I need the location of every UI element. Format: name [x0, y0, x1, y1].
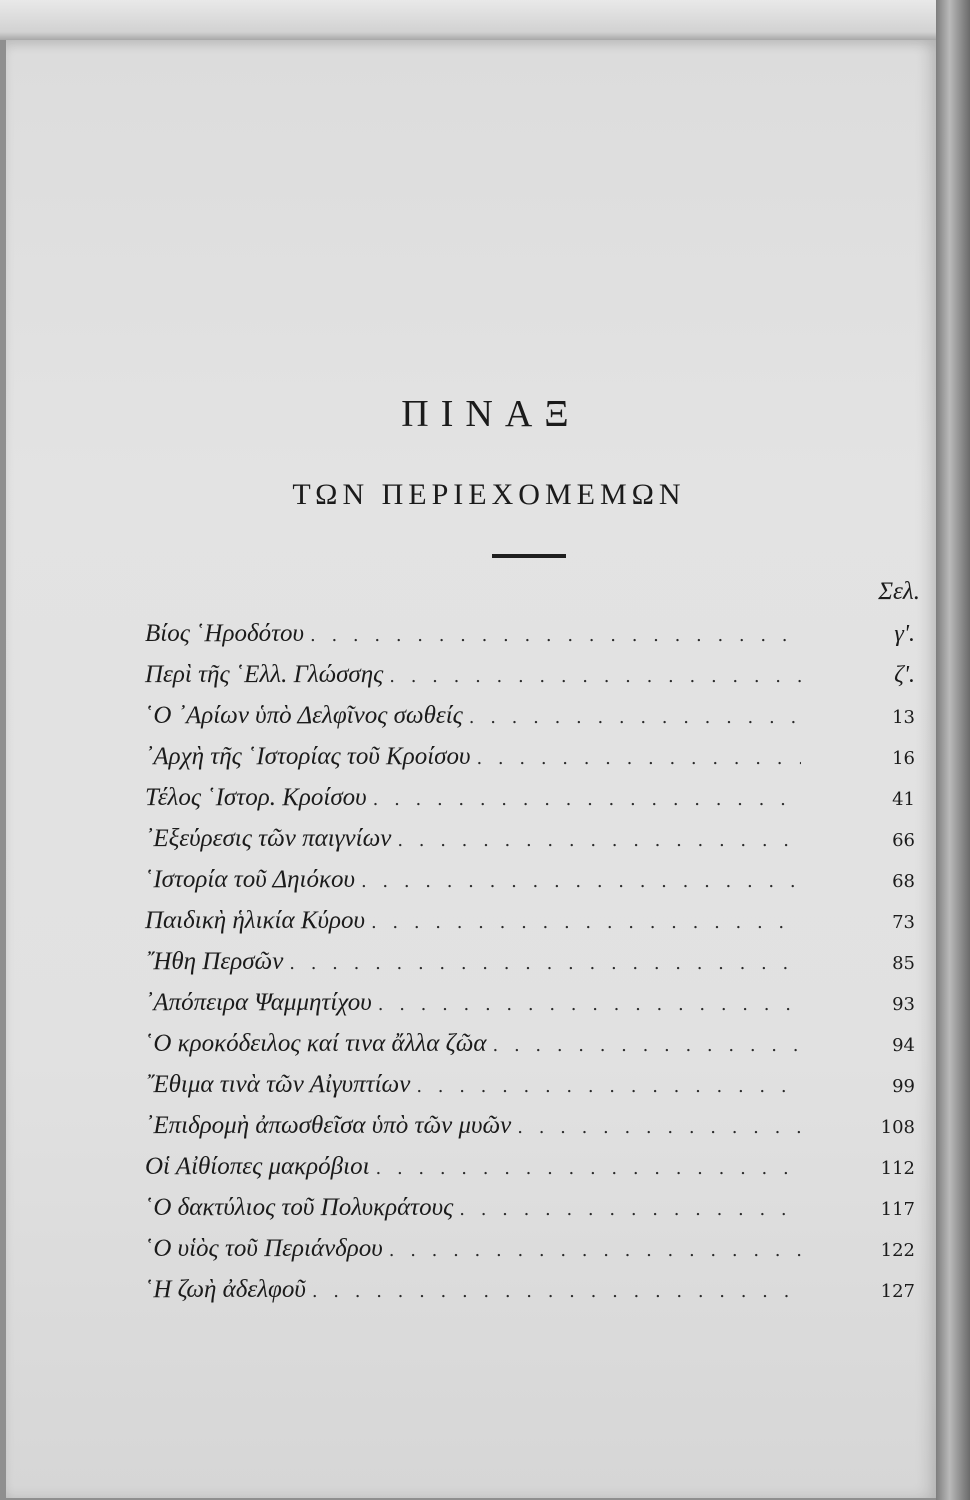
toc-entry-title: Τέλος ῾Ιστορ. Κροίσου: [145, 784, 367, 811]
toc-entry-page: 68: [892, 871, 915, 892]
toc-entry-leader: [459, 1199, 801, 1220]
toc-entry-title: ῾Ο κροκόδειλος καί τινα ἄλλα ζῶα: [145, 1030, 487, 1057]
toc-entry: [145, 620, 915, 661]
toc-entry-leader: [373, 789, 801, 810]
title-divider: [492, 554, 566, 558]
toc-entry: [145, 989, 915, 1030]
toc-entry: [145, 661, 915, 702]
toc-entry-leader: [361, 871, 801, 892]
toc-entry: [145, 1030, 915, 1071]
toc-entry-page: 94: [892, 1035, 915, 1056]
book-spine-edge: [936, 0, 970, 1500]
toc-entry-leader: [397, 830, 801, 851]
toc-entry-page: 112: [880, 1158, 915, 1179]
toc-entry-leader: [310, 625, 801, 646]
toc-entry-page: γ'.: [894, 621, 915, 647]
toc-entry-title: ῾Ο δακτύλιος τοῦ Πολυκράτους: [145, 1194, 454, 1221]
toc-entry-page: 122: [880, 1240, 915, 1261]
toc-entry-title: Βίος ῾Ηροδότου: [145, 620, 305, 647]
toc-entry: [145, 1194, 915, 1235]
toc-entry-leader: [416, 1076, 801, 1097]
toc-entry-leader: [493, 1035, 802, 1056]
toc-entry: [145, 702, 915, 743]
toc-entry-leader: [371, 912, 801, 933]
page-title: ΠΙΝΑΞ: [401, 393, 581, 435]
toc-entry-leader: [469, 707, 801, 728]
toc-entry-page: 73: [892, 912, 915, 933]
toc-entry-page: 85: [892, 953, 915, 974]
toc-entry-leader: [289, 953, 801, 974]
toc-entry-title: ᾿Απόπειρα Ψαμμητίχου: [145, 989, 372, 1016]
page-column-label: Σελ.: [878, 578, 920, 605]
toc-entry: [145, 1276, 915, 1317]
toc-entry: [145, 1235, 915, 1276]
toc-entry-title: ῎Ηθη Περσῶν: [145, 948, 284, 975]
toc-entry-leader: [312, 1281, 801, 1302]
toc-entry-leader: [389, 666, 801, 687]
toc-entry-page: ζ'.: [894, 662, 915, 688]
toc-entry-title: ῾Η ζωὴ ἀδελφοῦ: [145, 1276, 306, 1303]
toc-entry-title: Περὶ τῆς ῾Ελλ. Γλώσσης: [145, 661, 384, 688]
toc-entry-page: 16: [892, 748, 915, 769]
toc-entry: [145, 866, 915, 907]
toc-entry-page: 13: [892, 707, 915, 728]
toc-entry-title: Οἱ Αἰθίοπες μακρόβιοι: [145, 1153, 370, 1180]
toc-entry-page: 66: [892, 830, 915, 851]
page-subtitle: ΤΩΝ ΠΕΡΙΕΧΟΜΕΜΩΝ: [292, 478, 686, 511]
toc-entry-title: Παιδικὴ ἡλικία Κύρου: [145, 907, 365, 934]
toc-entry: [145, 825, 915, 866]
toc-entry: [145, 1153, 915, 1194]
toc-entry-leader: [376, 1158, 801, 1179]
toc-entry: [145, 1071, 915, 1112]
toc-entry-page: 99: [892, 1076, 915, 1097]
toc-entry-page: 108: [880, 1117, 915, 1138]
toc-entry: [145, 1112, 915, 1153]
toc-entry-leader: [476, 748, 801, 769]
toc-entry-title: ᾿Επιδρομὴ ἀπωσθεῖσα ὑπὸ τῶν μυῶν: [145, 1112, 512, 1139]
toc-entry: [145, 907, 915, 948]
toc-entry-leader: [517, 1117, 801, 1138]
toc-entry-title: ᾿Αρχὴ τῆς ῾Ιστορίας τοῦ Κροίσου: [145, 743, 471, 770]
toc-entry: [145, 784, 915, 825]
toc-entry-page: 93: [892, 994, 915, 1015]
toc-entry-title: ᾿Εξεύρεσις τῶν παιγνίων: [145, 825, 392, 852]
toc-entry: [145, 948, 915, 989]
toc-entry: [145, 743, 915, 784]
toc-entry-title: ῾Ιστορία τοῦ Δηιόκου: [145, 866, 355, 893]
toc-entry-leader: [378, 994, 801, 1015]
toc-entry-page: 117: [880, 1199, 915, 1220]
toc-entry-title: ῾Ο υἱὸς τοῦ Περιάνδρου: [145, 1235, 383, 1262]
toc-entry-leader: [389, 1240, 801, 1261]
toc-entry-page: 127: [880, 1281, 915, 1302]
toc-entry-title: ῾Ο ᾿Αρίων ὑπὸ Δελφῖνος σωθείς: [145, 702, 463, 729]
toc-entry-page: 41: [892, 789, 915, 810]
page-top-edge: [0, 0, 936, 40]
toc-entry-title: ῎Εθιμα τινὰ τῶν Αἰγυπτίων: [145, 1071, 411, 1098]
table-of-contents: [145, 620, 915, 1317]
